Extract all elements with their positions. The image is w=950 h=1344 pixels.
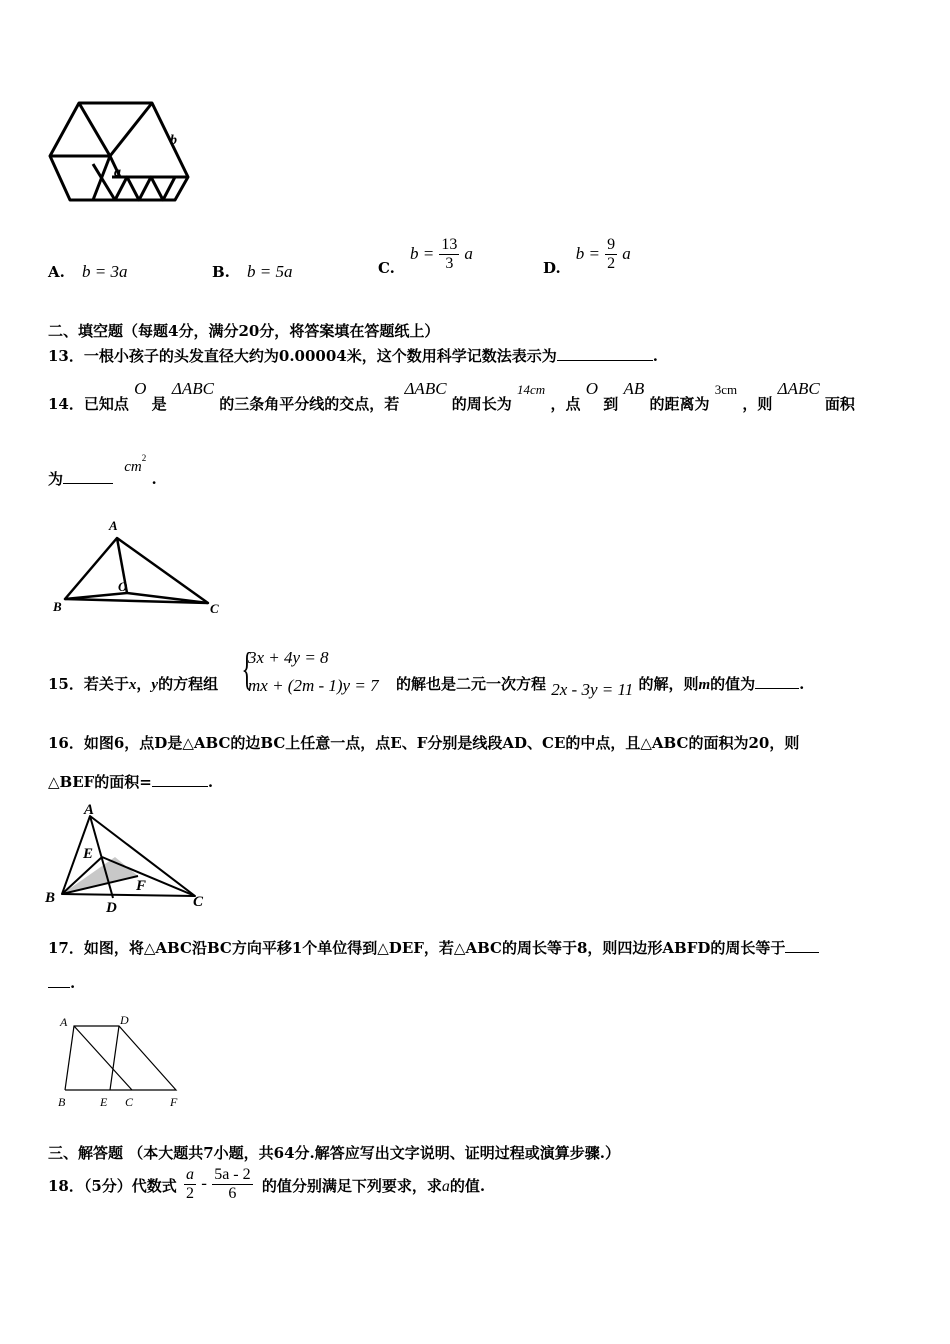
option-d-numerator: 9 [607, 236, 616, 253]
q18-fraction-2-numerator: 5a - 2 [214, 1166, 251, 1183]
q16-end: . [207, 773, 214, 791]
q15-text-1: 15．若关于 [48, 675, 129, 693]
question-16-line1: 16．如图6，点D是△ABC的边BC上任意一点，点E、F分别是线段AD、CE的中点，且△ABC的面积为20，则 [48, 734, 800, 752]
q15-comma: ， [136, 675, 152, 693]
question-17-line1 [48, 937, 819, 958]
q14-text-7: 的距离为 [649, 395, 710, 413]
section3-heading: 三、解答题 （本大题共7小题，共64分.解答应写出文字说明、证明过程或演算步骤.） [48, 1144, 620, 1162]
q14-text-1: 14．已知点 [48, 395, 129, 413]
question-17-line2 [48, 973, 75, 992]
option-d-fraction [605, 236, 617, 273]
fig16-label-a: A [84, 802, 95, 818]
q15-var-y: y [151, 677, 159, 693]
option-c-lhs: b = [410, 244, 435, 263]
fig17-label-b: B [58, 1095, 66, 1109]
option-c-denominator: 3 [445, 255, 454, 272]
q12-option-c [378, 236, 473, 277]
q14-text-2: 是 [151, 395, 167, 413]
q16-text-2: △BEF的面积= [48, 773, 152, 791]
option-letter-d: D. [543, 259, 561, 277]
fig17-label-f: F [170, 1095, 178, 1109]
fig14-label-o: O [118, 579, 128, 594]
q14-triangle-2: ΔABC [404, 379, 447, 398]
q14-triangle-1: ΔABC [171, 379, 214, 398]
figure-q12-hexagon [40, 95, 200, 207]
question-16-line2 [48, 771, 213, 792]
q17-end: . [70, 974, 76, 992]
question-18 [48, 1166, 485, 1203]
q14-text-9: 面积 [824, 395, 855, 413]
q15-equation-1: 3x + 4y = 8 [248, 648, 329, 667]
q17-answer-blank-2 [48, 973, 70, 988]
q18-minus: - [201, 1173, 207, 1193]
q18-fraction-1 [184, 1166, 196, 1203]
q14-line2-prefix: 为 [48, 470, 64, 488]
option-letter-a: A. [48, 263, 65, 281]
option-b-expr: b = 5a [247, 262, 293, 281]
question-15-cont [396, 673, 805, 699]
q14-text-5: ，点 [550, 395, 581, 413]
q18-fraction-1-denominator: 2 [186, 1185, 195, 1202]
question-15 [48, 673, 218, 694]
q15-text-5: 的值为 [710, 675, 756, 693]
option-c-fraction [439, 236, 459, 273]
option-a-expr: b = 3a [81, 262, 128, 281]
q17-text: 17．如图，将△ABC沿BC方向平移1个单位得到△DEF，若△ABC的周长等于8，则四边形ABFD的周长等于 [48, 939, 786, 957]
q14-text-6: 到 [603, 395, 619, 413]
q18-text-2: 的值分别满足下列要求，求 [261, 1176, 442, 1195]
fig16-label-c: C [193, 894, 204, 910]
q15-var-m: m [698, 677, 711, 693]
q18-fraction-2-denominator: 6 [228, 1185, 237, 1202]
figure-q17-translation [52, 1010, 187, 1112]
section2-heading: 二、填空题（每题4分，满分20分，将答案填在答题纸上） [48, 322, 440, 340]
q14-text-3: 的三条角平分线的交点，若 [219, 395, 400, 413]
fig12-label-a: a [114, 165, 121, 180]
fig16-label-b: B [45, 890, 56, 906]
q14-answer-blank [63, 469, 113, 484]
q14-point-o-2: O [585, 379, 598, 398]
q17-answer-blank-1 [785, 938, 819, 953]
fig14-label-b: B [53, 599, 62, 614]
q13-text: 13．一根小孩子的头发直径大约为0.00004米，这个数用科学记数法表示为 [48, 347, 557, 365]
q14-end: . [151, 470, 157, 488]
q14-unit-exponent: 2 [141, 453, 147, 463]
q14-segment-ab: AB [623, 379, 645, 398]
fig17-label-e: E [100, 1095, 108, 1109]
option-c-numerator: 13 [441, 236, 458, 253]
q12-option-b [212, 262, 292, 282]
q14-point-o: O [134, 379, 147, 398]
q15-text-2: 的方程组 [158, 675, 219, 693]
question-14-line2 [48, 453, 157, 488]
q13-end: . [652, 347, 658, 365]
q16-answer-blank [152, 772, 208, 787]
q15-end: . [799, 675, 805, 693]
q13-answer-blank [557, 346, 653, 361]
fig16-label-e: E [83, 846, 94, 862]
q18-fraction-1-numerator: a [186, 1166, 195, 1183]
q14-text-8: ，则 [742, 395, 773, 413]
q14-unit: cm [124, 459, 142, 475]
q15-answer-blank [755, 674, 799, 689]
option-letter-c: C. [378, 259, 395, 277]
figure-q14-triangle [45, 515, 235, 620]
q14-triangle-3: ΔABC [777, 379, 820, 398]
fig17-label-c: C [125, 1095, 134, 1109]
question-13 [48, 345, 658, 366]
q15-text-4: 的解，则 [638, 675, 699, 693]
q15-equation-3: 2x - 3y = 11 [551, 680, 634, 699]
option-d-lhs: b = [575, 244, 601, 263]
q18-text-1: 18．（5分）代数式 [48, 1176, 177, 1195]
fig14-label-a: A [109, 518, 118, 533]
option-letter-b: B. [212, 263, 230, 281]
fig16-label-f: F [136, 878, 147, 894]
q18-var-a: a [441, 1177, 450, 1195]
fig16-label-d: D [106, 900, 117, 916]
fig14-label-c: C [210, 601, 219, 616]
q15-brace: { [241, 643, 253, 694]
question-14 [48, 378, 855, 413]
q15-var-x: x [128, 677, 137, 693]
q14-text-4: 的周长为 [451, 395, 512, 413]
q18-fraction-2 [212, 1166, 252, 1203]
q12-option-d [543, 236, 631, 277]
q14-distance: 3cm [714, 382, 738, 397]
fig12-label-b: b [170, 133, 177, 148]
option-c-var: a [464, 244, 473, 263]
figure-q16-triangle [40, 798, 215, 916]
option-d-var: a [622, 244, 631, 263]
q14-perimeter: 14cm [517, 382, 546, 397]
q15-text-3: 的解也是二元一次方程 [396, 675, 547, 693]
fig17-label-d: D [120, 1013, 129, 1027]
q15-equation-2: mx + (2m - 1)y = 7 [248, 676, 379, 695]
q18-text-3: 的值. [449, 1176, 486, 1195]
fig17-label-a: A [60, 1015, 68, 1029]
q12-option-a [48, 262, 127, 282]
option-d-denominator: 2 [607, 255, 616, 272]
